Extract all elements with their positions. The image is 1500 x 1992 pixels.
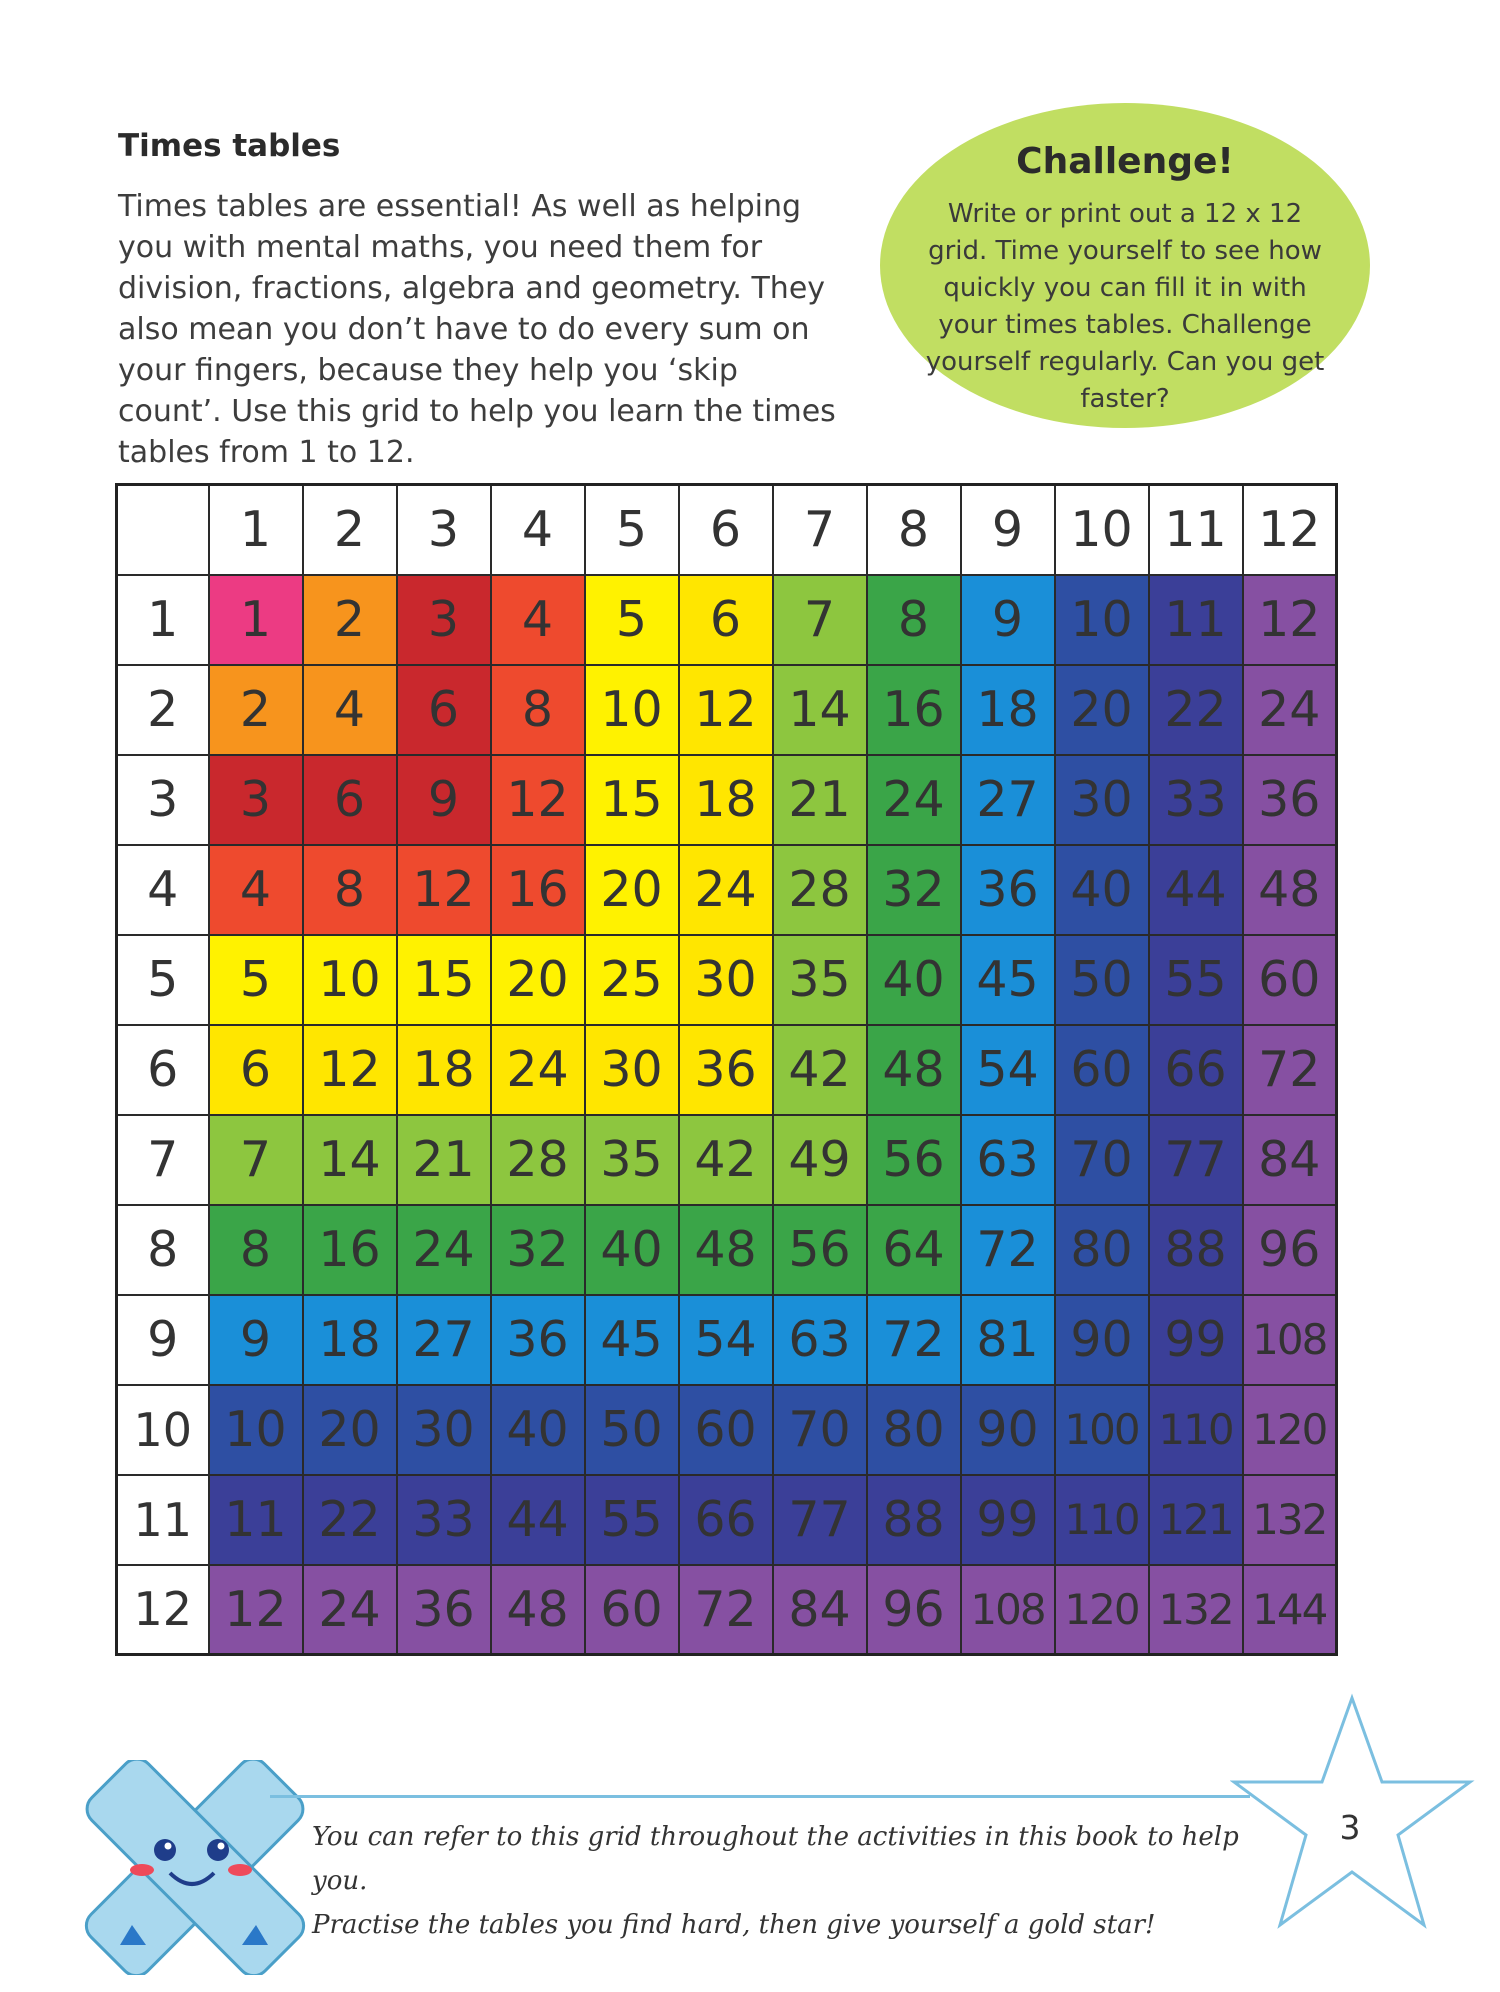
product-cell: 20 xyxy=(585,845,679,935)
product-cell: 9 xyxy=(209,1295,303,1385)
product-cell: 96 xyxy=(1243,1205,1337,1295)
product-cell: 44 xyxy=(491,1475,585,1565)
column-header: 6 xyxy=(679,485,773,575)
product-cell: 4 xyxy=(491,575,585,665)
product-cell: 6 xyxy=(303,755,397,845)
challenge-title: Challenge! xyxy=(1016,141,1234,182)
product-cell: 20 xyxy=(491,935,585,1025)
product-cell: 84 xyxy=(773,1565,867,1655)
product-cell: 10 xyxy=(303,935,397,1025)
product-cell: 18 xyxy=(679,755,773,845)
row-header: 6 xyxy=(117,1025,209,1115)
product-cell: 64 xyxy=(867,1205,961,1295)
product-cell: 90 xyxy=(961,1385,1055,1475)
product-cell: 32 xyxy=(491,1205,585,1295)
product-cell: 25 xyxy=(585,935,679,1025)
product-cell: 4 xyxy=(209,845,303,935)
product-cell: 7 xyxy=(209,1115,303,1205)
product-cell: 40 xyxy=(867,935,961,1025)
product-cell: 80 xyxy=(1055,1205,1149,1295)
product-cell: 12 xyxy=(491,755,585,845)
product-cell: 40 xyxy=(491,1385,585,1475)
product-cell: 6 xyxy=(209,1025,303,1115)
product-cell: 5 xyxy=(585,575,679,665)
product-cell: 40 xyxy=(1055,845,1149,935)
column-header: 10 xyxy=(1055,485,1149,575)
table-row xyxy=(117,845,1337,935)
column-header: 9 xyxy=(961,485,1055,575)
product-cell: 33 xyxy=(1149,755,1243,845)
product-cell: 27 xyxy=(961,755,1055,845)
row-header: 12 xyxy=(117,1565,209,1655)
product-cell: 132 xyxy=(1149,1565,1243,1655)
product-cell: 54 xyxy=(679,1295,773,1385)
intro-section xyxy=(118,128,848,473)
product-cell: 16 xyxy=(303,1205,397,1295)
product-cell: 36 xyxy=(1243,755,1337,845)
product-cell: 24 xyxy=(303,1565,397,1655)
product-cell: 48 xyxy=(679,1205,773,1295)
product-cell: 36 xyxy=(397,1565,491,1655)
product-cell: 24 xyxy=(397,1205,491,1295)
product-cell: 33 xyxy=(397,1475,491,1565)
product-cell: 16 xyxy=(867,665,961,755)
product-cell: 12 xyxy=(679,665,773,755)
row-header: 3 xyxy=(117,755,209,845)
grid-corner-cell xyxy=(117,485,209,575)
product-cell: 56 xyxy=(867,1115,961,1205)
product-cell: 6 xyxy=(397,665,491,755)
product-cell: 40 xyxy=(585,1205,679,1295)
product-cell: 48 xyxy=(867,1025,961,1115)
product-cell: 32 xyxy=(867,845,961,935)
product-cell: 2 xyxy=(209,665,303,755)
product-cell: 60 xyxy=(1243,935,1337,1025)
product-cell: 28 xyxy=(491,1115,585,1205)
column-header: 12 xyxy=(1243,485,1337,575)
product-cell: 20 xyxy=(303,1385,397,1475)
product-cell: 16 xyxy=(491,845,585,935)
product-cell: 108 xyxy=(1243,1295,1337,1385)
product-cell: 18 xyxy=(303,1295,397,1385)
product-cell: 30 xyxy=(1055,755,1149,845)
product-cell: 36 xyxy=(491,1295,585,1385)
product-cell: 60 xyxy=(1055,1025,1149,1115)
product-cell: 24 xyxy=(867,755,961,845)
product-cell: 72 xyxy=(867,1295,961,1385)
product-cell: 1 xyxy=(209,575,303,665)
product-cell: 11 xyxy=(209,1475,303,1565)
product-cell: 2 xyxy=(303,575,397,665)
product-cell: 8 xyxy=(867,575,961,665)
product-cell: 66 xyxy=(679,1475,773,1565)
footer-divider xyxy=(270,1795,1250,1798)
product-cell: 90 xyxy=(1055,1295,1149,1385)
product-cell: 22 xyxy=(303,1475,397,1565)
product-cell: 60 xyxy=(679,1385,773,1475)
product-cell: 12 xyxy=(303,1025,397,1115)
product-cell: 48 xyxy=(1243,845,1337,935)
product-cell: 8 xyxy=(303,845,397,935)
product-cell: 21 xyxy=(773,755,867,845)
section-heading: Times tables xyxy=(118,128,341,164)
product-cell: 70 xyxy=(1055,1115,1149,1205)
product-cell: 72 xyxy=(679,1565,773,1655)
product-cell: 36 xyxy=(961,845,1055,935)
product-cell: 132 xyxy=(1243,1475,1337,1565)
product-cell: 3 xyxy=(209,755,303,845)
table-row xyxy=(117,665,1337,755)
column-header: 1 xyxy=(209,485,303,575)
product-cell: 55 xyxy=(585,1475,679,1565)
product-cell: 88 xyxy=(1149,1205,1243,1295)
product-cell: 88 xyxy=(867,1475,961,1565)
product-cell: 96 xyxy=(867,1565,961,1655)
challenge-text: Write or print out a 12 x 12 grid. Time yourself to see how quickly you can fill it in with your times tables. Challenge yourself regularly. Can you get faster? xyxy=(925,199,1325,414)
product-cell: 84 xyxy=(1243,1115,1337,1205)
grid-header-row xyxy=(117,485,1337,575)
product-cell: 8 xyxy=(209,1205,303,1295)
product-cell: 120 xyxy=(1243,1385,1337,1475)
product-cell: 10 xyxy=(585,665,679,755)
product-cell: 81 xyxy=(961,1295,1055,1385)
table-row xyxy=(117,1385,1337,1475)
product-cell: 108 xyxy=(961,1565,1055,1655)
product-cell: 21 xyxy=(397,1115,491,1205)
product-cell: 15 xyxy=(397,935,491,1025)
row-header: 8 xyxy=(117,1205,209,1295)
table-row xyxy=(117,575,1337,665)
intro-paragraph: Times tables are essential! As well as helping you with mental maths, you need them for division, fractions, algebra and geometry. They also mean you don’t have to do every sum on your fingers, because they help you ‘skip count’. Use this grid to help you learn the times tables from 1 to 12. xyxy=(118,189,836,470)
product-cell: 66 xyxy=(1149,1025,1243,1115)
product-cell: 63 xyxy=(773,1295,867,1385)
column-header: 11 xyxy=(1149,485,1243,575)
product-cell: 10 xyxy=(209,1385,303,1475)
product-cell: 80 xyxy=(867,1385,961,1475)
product-cell: 50 xyxy=(1055,935,1149,1025)
product-cell: 14 xyxy=(773,665,867,755)
product-cell: 110 xyxy=(1055,1475,1149,1565)
product-cell: 99 xyxy=(1149,1295,1243,1385)
footer-note xyxy=(312,1815,1252,1947)
product-cell: 77 xyxy=(1149,1115,1243,1205)
product-cell: 20 xyxy=(1055,665,1149,755)
product-cell: 77 xyxy=(773,1475,867,1565)
table-row xyxy=(117,935,1337,1025)
product-cell: 60 xyxy=(585,1565,679,1655)
row-header: 10 xyxy=(117,1385,209,1475)
table-row xyxy=(117,1115,1337,1205)
product-cell: 18 xyxy=(397,1025,491,1115)
product-cell: 72 xyxy=(1243,1025,1337,1115)
table-row xyxy=(117,1205,1337,1295)
product-cell: 45 xyxy=(961,935,1055,1025)
product-cell: 30 xyxy=(679,935,773,1025)
product-cell: 24 xyxy=(1243,665,1337,755)
product-cell: 27 xyxy=(397,1295,491,1385)
product-cell: 30 xyxy=(585,1025,679,1115)
product-cell: 10 xyxy=(1055,575,1149,665)
table-row xyxy=(117,1475,1337,1565)
row-header: 7 xyxy=(117,1115,209,1205)
product-cell: 63 xyxy=(961,1115,1055,1205)
product-cell: 24 xyxy=(679,845,773,935)
product-cell: 49 xyxy=(773,1115,867,1205)
product-cell: 35 xyxy=(773,935,867,1025)
product-cell: 9 xyxy=(961,575,1055,665)
product-cell: 22 xyxy=(1149,665,1243,755)
product-cell: 3 xyxy=(397,575,491,665)
table-row xyxy=(117,1565,1337,1655)
row-header: 2 xyxy=(117,665,209,755)
challenge-bubble xyxy=(880,103,1370,428)
page-number: 3 xyxy=(1339,1808,1361,1847)
multiplication-mascot-icon xyxy=(80,1760,310,1975)
product-cell: 45 xyxy=(585,1295,679,1385)
product-cell: 48 xyxy=(491,1565,585,1655)
product-cell: 72 xyxy=(961,1205,1055,1295)
product-cell: 5 xyxy=(209,935,303,1025)
table-row xyxy=(117,1025,1337,1115)
product-cell: 42 xyxy=(679,1115,773,1205)
product-cell: 6 xyxy=(679,575,773,665)
column-header: 3 xyxy=(397,485,491,575)
product-cell: 14 xyxy=(303,1115,397,1205)
product-cell: 8 xyxy=(491,665,585,755)
multiplication-table xyxy=(115,483,1338,1656)
column-header: 4 xyxy=(491,485,585,575)
table-row xyxy=(117,755,1337,845)
product-cell: 36 xyxy=(679,1025,773,1115)
product-cell: 7 xyxy=(773,575,867,665)
row-header: 1 xyxy=(117,575,209,665)
times-table-grid xyxy=(115,483,1338,1656)
product-cell: 4 xyxy=(303,665,397,755)
product-cell: 99 xyxy=(961,1475,1055,1565)
product-cell: 28 xyxy=(773,845,867,935)
product-cell: 42 xyxy=(773,1025,867,1115)
row-header: 4 xyxy=(117,845,209,935)
product-cell: 56 xyxy=(773,1205,867,1295)
table-row xyxy=(117,1295,1337,1385)
product-cell: 54 xyxy=(961,1025,1055,1115)
product-cell: 11 xyxy=(1149,575,1243,665)
product-cell: 9 xyxy=(397,755,491,845)
footer-line-1: You can refer to this grid throughout the activities in this book to help you. xyxy=(312,1822,1239,1896)
product-cell: 30 xyxy=(397,1385,491,1475)
product-cell: 144 xyxy=(1243,1565,1337,1655)
column-header: 2 xyxy=(303,485,397,575)
product-cell: 55 xyxy=(1149,935,1243,1025)
product-cell: 120 xyxy=(1055,1565,1149,1655)
footer-line-2: Practise the tables you find hard, then give yourself a gold star! xyxy=(312,1910,1156,1940)
row-header: 9 xyxy=(117,1295,209,1385)
row-header: 5 xyxy=(117,935,209,1025)
product-cell: 24 xyxy=(491,1025,585,1115)
product-cell: 12 xyxy=(1243,575,1337,665)
product-cell: 35 xyxy=(585,1115,679,1205)
column-header: 7 xyxy=(773,485,867,575)
product-cell: 121 xyxy=(1149,1475,1243,1565)
product-cell: 15 xyxy=(585,755,679,845)
product-cell: 110 xyxy=(1149,1385,1243,1475)
product-cell: 70 xyxy=(773,1385,867,1475)
product-cell: 18 xyxy=(961,665,1055,755)
product-cell: 50 xyxy=(585,1385,679,1475)
product-cell: 12 xyxy=(397,845,491,935)
product-cell: 100 xyxy=(1055,1385,1149,1475)
column-header: 5 xyxy=(585,485,679,575)
column-header: 8 xyxy=(867,485,961,575)
product-cell: 44 xyxy=(1149,845,1243,935)
product-cell: 12 xyxy=(209,1565,303,1655)
row-header: 11 xyxy=(117,1475,209,1565)
